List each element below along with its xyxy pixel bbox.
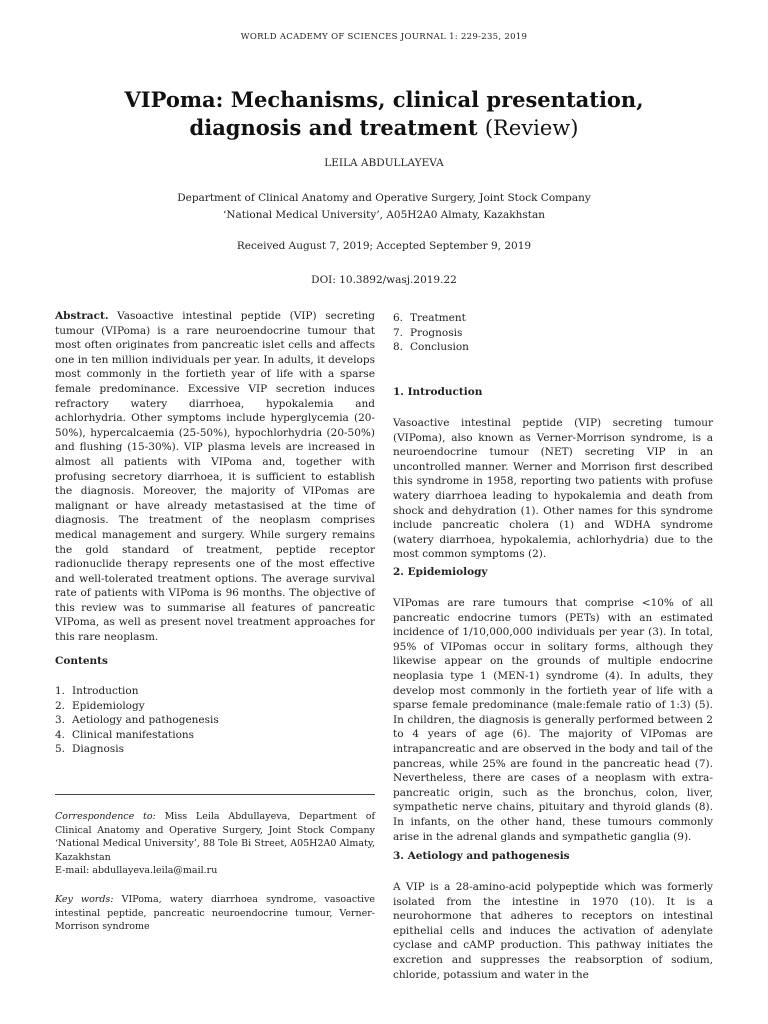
- received-accepted-dates: Received August 7, 2019; Accepted September 9, 2019: [236, 240, 532, 252]
- abstract-label: Abstract.: [55, 310, 109, 322]
- footnote-divider: [55, 794, 375, 795]
- contents-item-label: Aetiology and pathogenesis: [72, 714, 219, 727]
- abstract: [55, 309, 375, 645]
- contents-item: [393, 311, 693, 326]
- keywords: [55, 893, 375, 934]
- contents-item-number: 4.: [55, 728, 66, 741]
- contents-item-label: Treatment: [410, 312, 466, 324]
- author-name: LEILA ABDULLAYEVA: [324, 157, 444, 169]
- keywords-text: VIPoma, watery diarrhoea syndrome, vasoactive intestinal peptide, pancreatic neuroendocrine tumour, Verner-Morrison syndrome: [55, 894, 375, 933]
- contents-item-number: 8.: [393, 341, 404, 354]
- contents-list-continued: [393, 311, 693, 355]
- section-heading-aetiology: 3. Aetiology and pathogenesis: [393, 850, 570, 862]
- contents-item-number: 5.: [55, 743, 66, 756]
- contents-item-label: Clinical manifestations: [72, 728, 195, 741]
- contents-item-label: Conclusion: [410, 341, 469, 354]
- doi: DOI: 10.3892/wasj.2019.22: [311, 274, 457, 286]
- contents-item-label: Epidemiology: [72, 699, 145, 712]
- contents-list: [55, 684, 355, 757]
- abstract-text: Vasoactive intestinal peptide (VIP) secreting tumour (VIPoma) is a rare neuroendocrine tumour that most often originates from pancreatic islet cells and affects one in ten million individuals per year. In adults, it develops most commonly in the fortieth year of life with a sparse female predominance. Excessive VIP secretion induces refractory watery diarrhoea, hypokalemia and achlorhydria. Other symptoms include hyperglycemia (20-50%), hypercalcaemia (25-50%), hypochlorhydria (20-50%) and flushing (15-30%). VIP plasma levels are increased in almost all patients with VIPoma and, together with profusing secretory diarrhoea, it is sufficient to establish the diagnosis. Moreover, the majority of VIPomas are malignant or have already metastasised at the time of diagnosis. The treatment of the neoplasm comprises medical management and surgery. While surgery remains the gold standard of treatment, peptide receptor radionuclide therapy represents one of the most effective and well-tolerated treatment options. The average survival rate of patients with VIPoma is 96 months. The objective of this review was to summarise all features of pancreatic VIPoma, as well as present novel treatment approaches for this rare neoplasm.: [55, 310, 376, 644]
- contents-item: [55, 713, 355, 728]
- keywords-label: Key words:: [55, 894, 114, 905]
- paragraph: Vasoactive intestinal peptide (VIP) secreting tumour (VIPoma), also known as Verner-Morrison syndrome, is a neuroendocrine tumour (NET) secreting VIP in an uncontrolled manner. Werner and Morrison first described this syndrome in 1958, reporting two patients with profuse watery diarrhoea leading to hypokalemia and death from shock and dehydration (1). Other names for this syndrome include pancreatic cholera (1) and WDHA syndrome (watery diarrhoea, hypokalemia, achlorhydria) due to the most common symptoms (2).: [393, 417, 713, 561]
- contents-item-number: 2.: [55, 699, 66, 712]
- contents-item-label: Diagnosis: [72, 743, 124, 756]
- section-introduction-text: [393, 416, 713, 562]
- contents-item-number: 7.: [393, 326, 404, 339]
- paragraph: VIPomas are rare tumours that comprise <10% of all pancreatic endocrine tumors (PETs) with an estimated incidence of 1/10,000,000 individuals per year (3). In total, 95% of VIPomas occur in solitary forms, although they likewise appear on the grounds of multiple endocrine neoplasia type 1 (MEN-1) syndrome (4). In adults, they develop most commonly in the fortieth year of life with a sparse female predominance (male:female ratio of 1:3) (5). In children, the diagnosis is generally performed between 2 to 4 years of age (6). The majority of VIPomas are intrapancreatic and are observed in the body and tail of the pancreas, while 25% are found in the pancreatic head (7). Nevertheless, there are cases of a neoplasm with extra-pancreatic origin, such as the bronchus, colon, liver, sympathetic nerve chains, pituitary and thyroid glands (8). In infants, on the other hand, these tumours commonly arise in the adrenal glands and sympathetic ganglia (9).: [393, 597, 713, 843]
- contents-item-number: 6.: [393, 312, 404, 324]
- title-main: VIPoma: Mechanisms, clinical presentation, diagnosis and treatment: [124, 87, 644, 140]
- correspondence-label: Correspondence to:: [55, 811, 156, 822]
- article-title: [84, 86, 684, 142]
- correspondence: [55, 810, 375, 878]
- contents-item: [55, 684, 355, 699]
- contents-item: [393, 340, 693, 355]
- contents-item: [393, 326, 693, 341]
- contents-item: [55, 699, 355, 714]
- affiliation: [84, 190, 684, 224]
- section-epidemiology-text: [393, 596, 713, 844]
- contents-item-number: 1.: [55, 685, 66, 697]
- contents-item: [55, 728, 355, 743]
- section-heading-introduction: 1. Introduction: [393, 386, 483, 398]
- contents-item-number: 3.: [55, 714, 66, 727]
- correspondence-email: E-mail: abdullayeva.leila@mail.ru: [55, 865, 218, 877]
- title-suffix: (Review): [484, 116, 579, 140]
- paragraph: A VIP is a 28-amino-acid polypeptide which was formerly isolated from the intestine in 1970 (10). It is a neurohormone that adheres to receptors on intestinal epithelial cells and induces the activation of adenylate cyclase and cAMP production. This pathway initiates the excretion and suppresses the reabsorption of sodium, chloride, potassium and water in the: [393, 881, 713, 981]
- contents-heading: Contents: [55, 655, 108, 667]
- contents-item-label: Prognosis: [410, 326, 463, 339]
- section-aetiology-text: [393, 880, 713, 982]
- affiliation-line-2: ‘National Medical University’, A05H2A0 Almaty, Kazakhstan: [223, 209, 545, 221]
- journal-header: WORLD ACADEMY OF SCIENCES JOURNAL 1: 229-235, 2019: [240, 32, 528, 42]
- correspondence-text: Miss Leila Abdullayeva, Department of Clinical Anatomy and Operative Surgery, Joint Stock Company ‘National Medical University’, 88 Tole Bi Street, A05H2A0 Almaty, Kazakhstan: [55, 811, 375, 863]
- affiliation-line-1: Department of Clinical Anatomy and Operative Surgery, Joint Stock Company: [177, 192, 591, 204]
- section-heading-epidemiology: 2. Epidemiology: [393, 566, 488, 578]
- contents-item: [55, 742, 355, 757]
- contents-item-label: Introduction: [72, 685, 139, 697]
